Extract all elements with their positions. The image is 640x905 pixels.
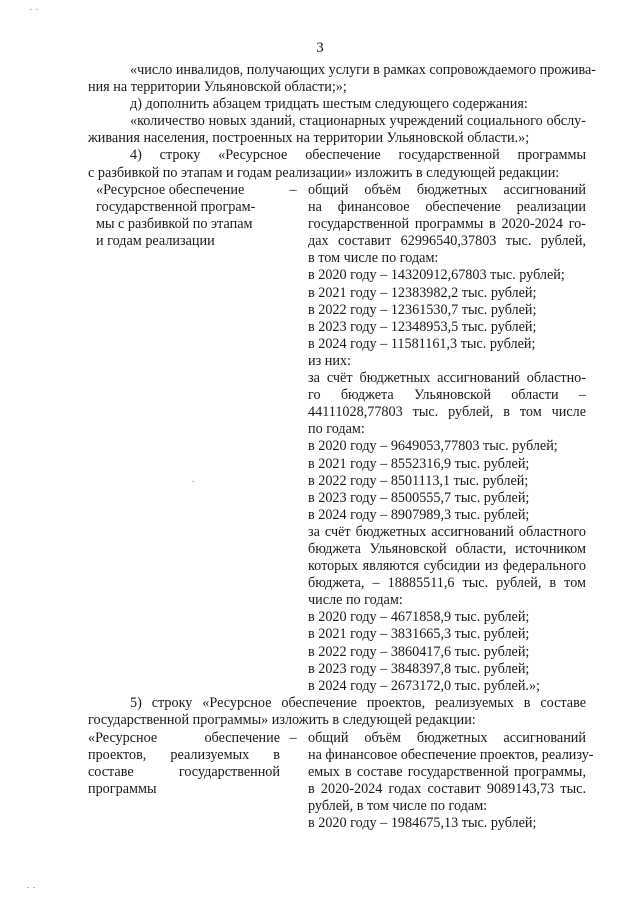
row-content-line: общий объём бюджетных ассигнований [308,182,586,198]
row-content-line: по годам: [308,421,365,438]
row-heading-line: государственной програм- [96,199,256,216]
intro-line: д) дополнить абзацем тридцать шестым следующего содержания: [130,96,528,113]
scan-speck [192,481,194,482]
row-content-line: в 2022 году – 12361530,7 тыс. рублей; [308,301,537,318]
scan-speck [36,9,38,10]
row-content-line: в 2021 году – 3831665,3 тыс. рублей; [308,626,530,643]
row-dash: – [289,730,297,746]
row-heading-line: составе государственной [88,764,280,781]
row-dash: – [289,182,297,198]
intro-line: «число инвалидов, получающих услуги в рамках сопровождаемого прожива- [130,62,597,78]
row-content-line: в 2020 году – 9649053,77803 тыс. рублей; [308,438,558,455]
intro-line: живания населения, построенных на территории Ульяновской области.»; [88,130,530,147]
row-content [308,730,594,833]
item5-text [88,695,586,729]
row-content-line: бюджета Ульяновской области, источником [308,540,586,557]
row-content-line: 44111028,77803 тыс. рублей, в том числе [308,404,586,421]
row-heading-line: «Ресурсное обеспечение [96,182,245,198]
intro-line: 4) строку «Ресурсное обеспечение государственной программы [130,147,586,164]
row-heading [96,182,286,250]
scan-speck [27,887,29,888]
row-content-line: общий объём бюджетных ассигнований [308,730,586,746]
item5-line: государственной программы» изложить в следующей редакции: [88,712,476,729]
intro-line: ния на территории Ульяновской области;»; [88,79,347,96]
row-heading [88,730,280,798]
row-content-line: государственной программы в 2020-2024 го- [308,216,586,233]
row-content-line: в 2024 году – 2673172,0 тыс. рублей.»; [308,677,541,694]
row-content-line: в 2020 году – 14320912,67803 тыс. рублей; [308,267,565,284]
row-content-line: в том числе по годам: [308,250,439,267]
scan-speck [33,887,35,888]
row-content-line: го бюджета Ульяновской области – [308,387,586,404]
row-heading-line: программы [88,781,157,798]
row-heading-line: мы с разбивкой по этапам [96,216,253,233]
row-content-line: в 2023 году – 12348953,5 тыс. рублей; [308,318,537,335]
page-number: 3 [316,40,324,56]
row-content-line: в 2020-2024 годах составит 9089143,73 тыс. [308,781,586,798]
row-content-line: рублей, в том числе по годам: [308,798,488,815]
row-content-line: в 2020 году – 4671858,9 тыс. рублей; [308,609,530,626]
row-content-line: за счёт бюджетных ассигнований областного [308,523,586,540]
row-content-line: в 2024 году – 11581161,3 тыс. рублей; [308,335,536,352]
row-content-line: бюджета, – 18885511,6 тыс. рублей, в том [308,575,586,592]
row-content-line: дах составит 62996540,37803 тыс. рублей, [308,233,586,250]
row-heading-line: «Ресурсное обеспечение [88,730,280,746]
row-content-line: которых являются субсидии из федерального [308,558,586,575]
row-content-line: на финансовое обеспечение реализации [308,199,586,216]
intro-text [88,62,597,182]
row-content-line: на финансовое обеспечение проектов, реализу- [308,747,594,764]
row-content-line: в 2021 году – 8552316,9 тыс. рублей; [308,455,530,472]
row-content-line: в 2020 году – 1984675,13 тыс. рублей; [308,815,537,832]
row-content-line: в 2023 году – 8500555,7 тыс. рублей; [308,489,530,506]
row-content-line: в 2022 году – 8501113,1 тыс. рублей; [308,472,529,489]
row-content-line: за счёт бюджетных ассигнований областно- [308,370,586,387]
row-heading-line: и годам реализации [96,233,215,250]
row-content-line: в 2022 году – 3860417,6 тыс. рублей; [308,643,530,660]
row-content-line: в 2024 году – 8907989,3 тыс. рублей; [308,506,530,523]
row-content-line: в 2023 году – 3848397,8 тыс. рублей; [308,660,530,677]
row-content-line: из них: [308,352,351,369]
item5-line: 5) строку «Ресурсное обеспечение проектов, реализуемых в составе [130,695,586,711]
row-content-line: числе по годам: [308,592,403,609]
scan-speck [30,9,32,10]
row-content-line: в 2021 году – 12383982,2 тыс. рублей; [308,284,537,301]
intro-line: с разбивкой по этапам и годам реализации» изложить в следующей редакции: [88,164,560,181]
row-content-line: емых в составе государственной программы, [308,764,586,781]
row-content [308,182,586,695]
row-heading-line: проектов, реализуемых в [88,747,280,764]
intro-line: «количество новых зданий, стационарных учреждений социального обслу- [130,113,586,130]
